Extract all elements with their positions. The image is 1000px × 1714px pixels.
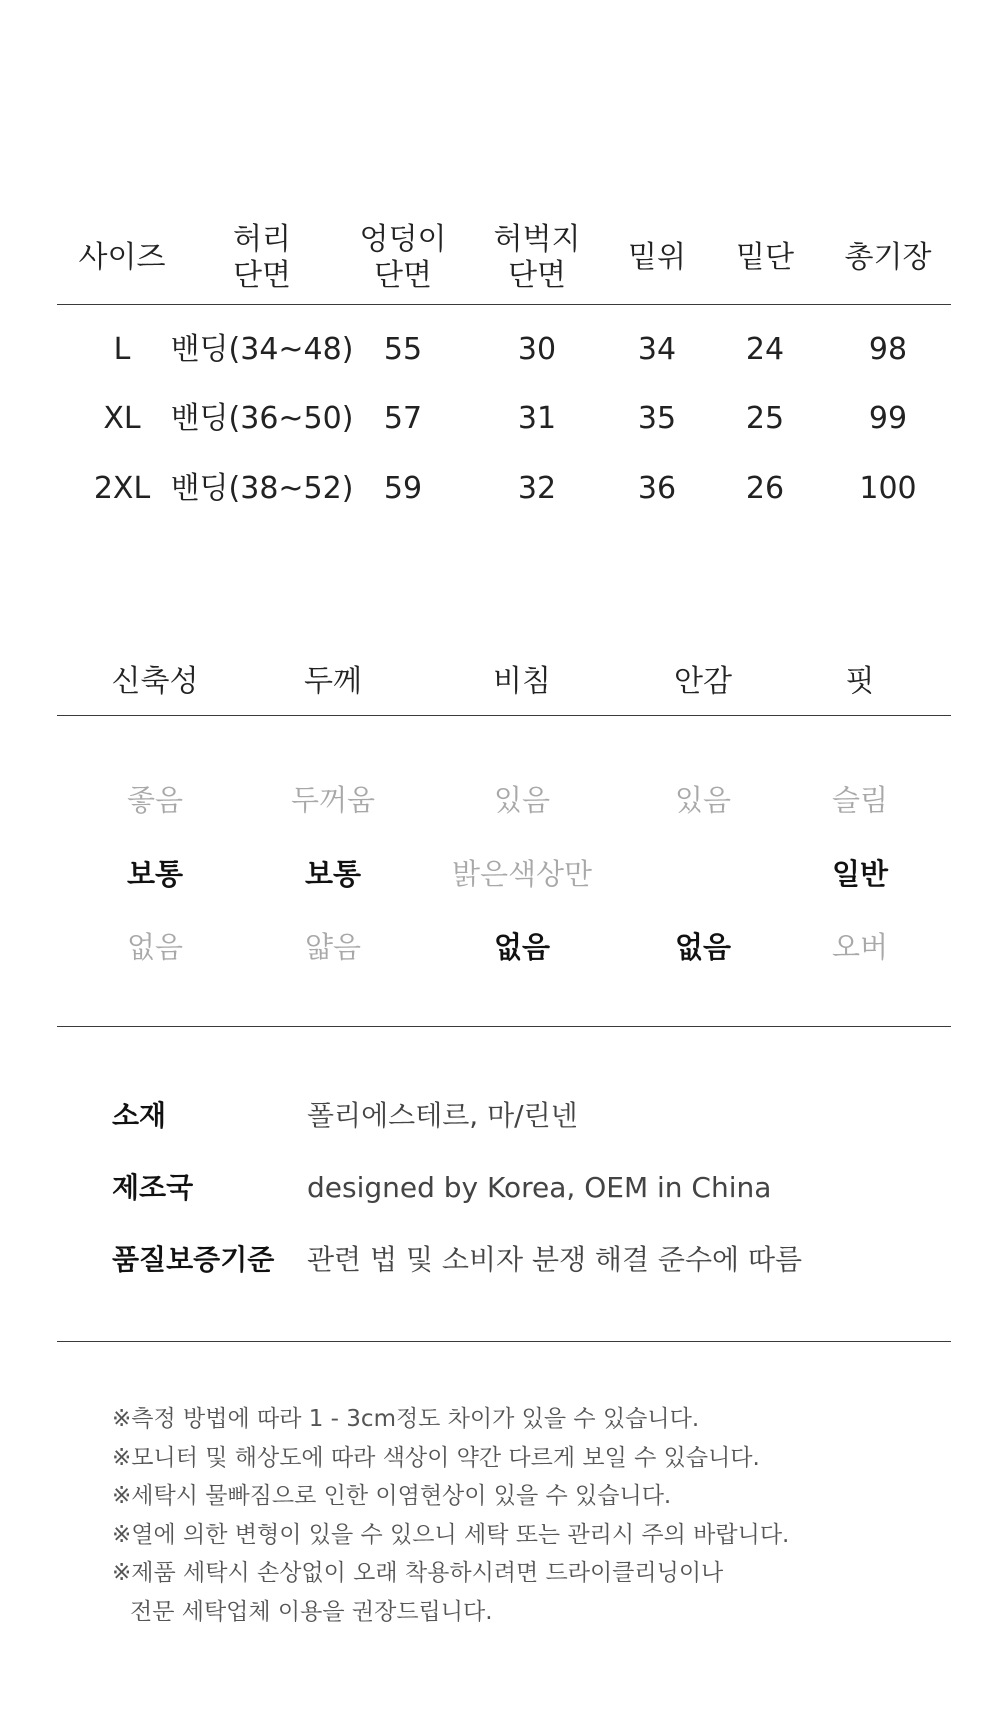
size-header-thigh: 허벅지 단면 <box>493 222 581 293</box>
lining-option-none: 없음 <box>674 930 732 964</box>
thickness-option-normal: 보통 <box>304 857 362 891</box>
feature-header-lining: 안감 <box>674 664 732 699</box>
size-header-waist: 허리 단면 <box>233 222 291 293</box>
origin-label: 제조국 <box>112 1171 194 1204</box>
hem-cell: 26 <box>745 471 785 506</box>
feature-header-stretch: 신축성 <box>111 664 199 699</box>
size-header-rise: 밑위 <box>628 240 686 275</box>
size-header-hem: 밑단 <box>736 240 794 275</box>
note-line: ※측정 방법에 따라 1 - 3cm정도 차이가 있을 수 있습니다. <box>112 1406 700 1432</box>
length-cell: 100 <box>859 471 917 506</box>
note-line: ※모니터 및 해상도에 따라 색상이 약간 다르게 보일 수 있습니다. <box>112 1444 760 1471</box>
note-line: ※제품 세탁시 손상없이 오래 착용하시려면 드라이클리닝이나 <box>112 1560 724 1586</box>
fit-option-oversize: 오버 <box>831 930 889 964</box>
length-cell: 98 <box>868 332 908 367</box>
warranty-label: 품질보증기준 <box>112 1243 275 1276</box>
thigh-cell: 31 <box>517 401 557 436</box>
thickness-option-thick: 두꺼움 <box>290 783 376 817</box>
feature-header-sheerness: 비침 <box>493 664 551 699</box>
size-table-divider <box>57 304 951 305</box>
hem-cell: 24 <box>745 332 785 367</box>
hip-cell: 57 <box>383 401 423 436</box>
hip-cell: 59 <box>383 471 423 506</box>
size-header-hip: 엉덩이 단면 <box>359 222 447 293</box>
fit-option-regular: 일반 <box>831 857 889 891</box>
feature-header-fit: 핏 <box>845 664 875 699</box>
rise-cell: 34 <box>637 332 677 367</box>
sheer-option-none: 없음 <box>493 930 551 964</box>
material-value: 폴리에스테르, 마/린넨 <box>307 1099 578 1132</box>
care-notes <box>112 1400 789 1631</box>
note-line: 전문 세탁업체 이용을 권장드립니다. <box>130 1598 493 1625</box>
stretch-option-good: 좋음 <box>126 783 184 817</box>
lining-option-yes: 있음 <box>674 783 732 817</box>
thickness-option-thin: 얇음 <box>304 930 362 964</box>
hip-cell: 55 <box>383 332 423 367</box>
waist-cell: 밴딩(36~50) <box>170 401 354 436</box>
thigh-cell: 32 <box>517 471 557 506</box>
feature-table-divider <box>57 715 951 716</box>
sheer-option-light-colors: 밝은색상만 <box>451 857 593 891</box>
warranty-value: 관련 법 및 소비자 분쟁 해결 준수에 따름 <box>307 1243 803 1276</box>
hem-cell: 25 <box>745 401 785 436</box>
info-divider <box>57 1341 951 1342</box>
size-header-size: 사이즈 <box>78 240 166 275</box>
size-header-length: 총기장 <box>844 240 932 275</box>
origin-value: designed by Korea, OEM in China <box>307 1171 772 1204</box>
material-label: 소재 <box>112 1099 167 1132</box>
length-cell: 99 <box>868 401 908 436</box>
size-cell: XL <box>103 401 141 436</box>
size-cell: L <box>113 332 131 367</box>
note-line: ※세탁시 물빠짐으로 인한 이염현상이 있을 수 있습니다. <box>112 1483 672 1509</box>
feature-header-thickness: 두께 <box>304 664 362 699</box>
sheer-option-yes: 있음 <box>493 783 551 817</box>
fit-option-slim: 슬림 <box>831 783 889 817</box>
waist-cell: 밴딩(38~52) <box>170 471 354 506</box>
rise-cell: 35 <box>637 401 677 436</box>
thigh-cell: 30 <box>517 332 557 367</box>
stretch-option-normal: 보통 <box>126 857 184 891</box>
stretch-option-none: 없음 <box>126 930 184 964</box>
rise-cell: 36 <box>637 471 677 506</box>
size-cell: 2XL <box>93 471 151 506</box>
note-line: ※열에 의한 변형이 있을 수 있으니 세탁 또는 관리시 주의 바랍니다. <box>112 1521 790 1548</box>
waist-cell: 밴딩(34~48) <box>170 332 354 367</box>
feature-table-bottom-divider <box>57 1026 951 1027</box>
